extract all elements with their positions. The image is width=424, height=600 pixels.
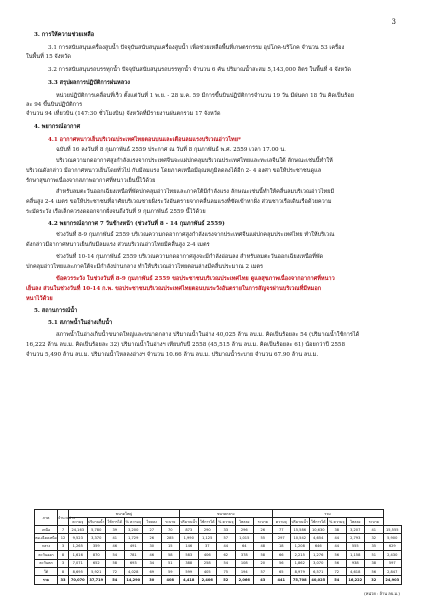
col-group-medium: ขนาดกลาง xyxy=(180,510,273,518)
subheader-cell: ใช้การได้ xyxy=(106,518,125,526)
value-cell: 46 xyxy=(106,542,125,550)
value-cell: 599 xyxy=(180,567,199,575)
value-cell: 54 xyxy=(106,576,125,584)
value-cell: 693 xyxy=(124,559,143,567)
text-line: คลื่นสูง 2-4 เมตร ขอให้ประชาชนที่อาศัยบริเวณชายฝั่งระวังอันตรายจากคลื่นลมแรงที่ซัดเข้าหาฝั่ง ส่วนชาวเรือเดินเรือด้วยความ xyxy=(26,199,332,205)
value-cell: 55 xyxy=(254,534,273,542)
value-cell: 15,555 xyxy=(383,526,402,534)
value-cell: 388 xyxy=(180,559,199,567)
value-cell: 8,695 xyxy=(69,567,88,575)
value-cell: 646 xyxy=(309,542,328,550)
value-cell: 75,708 xyxy=(291,576,310,584)
text-line: จำนวน 5,490 ล้าน ลบ.ม. ปริมาณน้ำไหลลงอ่างฯ จำนวน 10.66 ล้าน ลบ.ม. ปริมาณน้ำระบาย จำนวน 67.90 ล้าน ลบ.ม. xyxy=(26,352,319,358)
value-cell: 285 xyxy=(161,534,180,542)
table-subheader xyxy=(35,518,402,526)
value-cell: 16,222 xyxy=(346,576,365,584)
text-line: 5.1 สภาพน้ำในอ่างเก็บน้ำ xyxy=(48,320,113,326)
value-cell: 629 xyxy=(383,542,402,550)
value-cell: 5,900 xyxy=(383,534,402,542)
text-line: ข้อควรระวัง ในช่วงวันที่ 8-9 กุมภาพันธ์ 2559 ขอประชาชนบริเวณประเทศไทย ดูแลสุขภาพเนื่องจากอากาศที่หนาว xyxy=(56,276,335,282)
value-cell: 41 xyxy=(365,526,384,534)
value-cell: 408 xyxy=(161,576,180,584)
value-cell: 37 xyxy=(198,542,217,550)
value-cell: 24,163 xyxy=(69,526,88,534)
value-cell: 56 xyxy=(272,559,291,567)
text-line: ช่วงวันที่ 8-9 กุมภาพันธ์ 2559 บริเวณความกดอากาศสูงกำลังแรงจากประเทศจีนแผ่ปกคลุมประเทศไทย ทำให้บริเวณ xyxy=(56,232,335,238)
text-line: 3.1 การสนับสนุนเครื่องสูบน้ำ ปัจจุบันสนับสนุนเครื่องสูบน้ำ เพื่อช่วยเหลือพื้นที่เกษตรกรรม อุปโภค-บริโภค จำนวน 53 เครื่อง xyxy=(48,45,345,51)
value-cell: 77 xyxy=(272,526,291,534)
value-cell: 51 xyxy=(365,551,384,559)
value-cell: 12 xyxy=(58,534,69,542)
value-cell: 43 xyxy=(254,576,273,584)
value-cell: 46 xyxy=(143,551,162,559)
subheader-cell: ใช้การได้ xyxy=(309,518,328,526)
subheader-cell: ไหลลง xyxy=(235,518,254,526)
value-cell: 41 xyxy=(106,534,125,542)
value-cell: 2,430 xyxy=(383,551,402,559)
page-number: 3 xyxy=(391,18,396,26)
value-cell: 108 xyxy=(235,559,254,567)
value-cell: 258 xyxy=(198,559,217,567)
subheader-cell: ระบาย xyxy=(161,518,180,526)
col-group-total: รวม xyxy=(272,510,383,518)
subheader-cell: % ความจุ xyxy=(218,519,234,524)
value-cell: 4,028 xyxy=(124,567,143,575)
text-line: 3.2 การสนับสนุนรถบรรทุกน้ำ ปัจจุบันสนับสนุนรถบรรทุกน้ำ จำนวน 6 คัน ปริมาณน้ำสะสม 5,143,000 ลิตร ในพื้นที่ 4 จังหวัด xyxy=(48,67,351,73)
reservoir-table xyxy=(34,509,402,585)
value-cell: 58 xyxy=(254,551,273,559)
value-cell: 406 xyxy=(198,551,217,559)
value-cell: 20 xyxy=(254,559,273,567)
value-cell: 32 xyxy=(365,534,384,542)
value-cell: 30 xyxy=(143,542,162,550)
value-cell: 44 xyxy=(217,542,236,550)
value-cell: 56 xyxy=(328,551,347,559)
value-cell: 873 xyxy=(180,526,199,534)
value-cell: 1,015 xyxy=(235,534,254,542)
value-cell: 297 xyxy=(272,534,291,542)
subheader-cell: % ความจุ xyxy=(329,519,345,524)
value-cell: 33 xyxy=(217,526,236,534)
value-cell: 296 xyxy=(235,526,254,534)
value-cell: 64 xyxy=(235,542,254,550)
value-cell: 1,208 xyxy=(291,542,310,550)
col-group-large: ขนาดใหญ่ xyxy=(69,510,180,518)
value-cell: 781 xyxy=(124,551,143,559)
table-row xyxy=(35,526,402,534)
value-cell: 1,125 xyxy=(198,534,217,542)
subheader-cell: ความจุ xyxy=(272,518,291,526)
table-row xyxy=(35,559,402,567)
value-cell: 69 xyxy=(143,567,162,575)
value-cell: 441 xyxy=(272,576,291,584)
text-line: ระมัดระวัง เรือเล็กควรงดออกจากฝั่งจนถึงวันที่ 9 กุมภาพันธ์ 2559 นี้ไว้ด้วย xyxy=(26,209,206,215)
text-line: เย็นลง ส่วนในช่วงวันที่ 10-14 ก.พ. ขอประชาชนบริเวณประเทศไทยตอนบนระวังอันตรายในการสัญจรผ่านบริเวณที่มีหมอก xyxy=(26,286,322,292)
value-cell: 3,200 xyxy=(124,526,143,534)
value-cell: 1,990 xyxy=(180,534,199,542)
value-cell: 1,729 xyxy=(124,534,143,542)
value-cell: 1,862 xyxy=(291,559,310,567)
value-cell: 3 xyxy=(58,559,69,567)
region-cell: เหนือ xyxy=(35,526,58,534)
value-cell: 491 xyxy=(124,542,143,550)
text-line: 3.3 สรุปผลการปฏิบัติการฝนหลวง xyxy=(48,80,130,86)
value-cell: 52 xyxy=(217,576,236,584)
text-line: หน่วยปฏิบัติการเคลื่อนที่เร็ว ตั้งแต่วันที่ 1 พ.ย. - 28 ม.ค. 59 มีการขึ้นบินปฏิบัติการจำนวน 19 วัน มีฝนตก 18 วัน คิดเป็นร้อย xyxy=(56,93,355,99)
text-line: 3. การให้ความช่วยเหลือ xyxy=(34,32,95,38)
value-cell: 35 xyxy=(365,542,384,550)
value-cell: 32 xyxy=(365,576,384,584)
text-line: หนาไว้ด้วย xyxy=(26,296,53,302)
value-cell: 4,618 xyxy=(346,567,365,575)
value-cell: 58 xyxy=(161,551,180,559)
value-cell: 18 xyxy=(272,542,291,550)
subheader-cell: ปริมาณน้ำ xyxy=(180,519,197,524)
value-cell: 2,847 xyxy=(383,567,402,575)
value-cell: 65 xyxy=(272,567,291,575)
value-cell: 378 xyxy=(235,551,254,559)
value-cell: 34 xyxy=(143,559,162,567)
value-cell: 9,523 xyxy=(69,534,88,542)
subheader-cell: ความจุ xyxy=(69,518,88,526)
value-cell: 4,654 xyxy=(309,534,328,542)
text-line: บริเวณดังกล่าว มีอากาศหนาวเย็นโดยทั่วไป กับมีลมแรง โดยภาคเหนือมีอุณหภูมิลดลงได้อีก 2- 4 องศา ขอให้ประชาชนดูแล xyxy=(26,168,322,174)
value-cell: 15,586 xyxy=(291,526,310,534)
text-line: ช่วงวันที่ 10-14 กุมภาพันธ์ 2559 บริเวณความกดอากาศสูงจะมีกำลังอ่อนลง สำหรับลมตะวันออกเฉียงเหนือที่พัด xyxy=(56,254,324,260)
table-row xyxy=(35,551,402,559)
value-cell: 40,025 xyxy=(309,576,328,584)
value-cell: 2,066 xyxy=(235,576,254,584)
region-cell: กลาง xyxy=(35,542,58,550)
value-cell: 1,616 xyxy=(69,551,88,559)
subheader-cell: ใช้การได้ xyxy=(198,518,217,526)
value-cell: 7 xyxy=(58,526,69,534)
value-cell: 44 xyxy=(328,534,347,542)
value-cell: 58 xyxy=(106,559,125,567)
value-cell: 57 xyxy=(217,534,236,542)
table-row xyxy=(35,542,402,550)
subheader-cell: ระบาย xyxy=(254,518,273,526)
table-row xyxy=(35,567,402,575)
table-row xyxy=(35,576,402,584)
value-cell: 10,630 xyxy=(309,526,328,534)
text-line: รักษาสุขภาพเนื่องจากสภาพอากาศที่หนาวเย็นนี้ไว้ด้วย xyxy=(26,178,156,184)
value-cell: 2,215 xyxy=(291,551,310,559)
value-cell: 4,418 xyxy=(180,576,199,584)
value-cell: 56 xyxy=(328,559,347,567)
value-cell: 652 xyxy=(87,559,106,567)
region-cell: รวม xyxy=(35,576,58,584)
region-cell: ตอ.เฉียงเหนือ xyxy=(35,534,58,542)
value-cell: 194 xyxy=(235,567,254,575)
value-cell: 8 xyxy=(58,567,69,575)
value-cell: 8 xyxy=(58,551,69,559)
text-line: 4.2 พยากรณ์อากาศ 7 วันข้างหน้า (ช่วงวันที่ 8 - 14 กุมภาพันธ์ 2559) xyxy=(48,221,225,227)
value-cell: 57 xyxy=(254,567,273,575)
value-cell: 583 xyxy=(180,551,199,559)
value-cell: 7,071 xyxy=(69,559,88,567)
col-region: ภาค xyxy=(35,510,58,526)
text-line: ปกคลุมอ่าวไทยและภาคใต้จะมีกำลังปานกลาง ทำให้บริเวณอ่าวไทยตอนล่างมีคลื่นประมาณ 2 เมตร xyxy=(26,264,264,270)
value-cell: 66 xyxy=(272,551,291,559)
value-cell: 26 xyxy=(254,526,273,534)
value-cell: 1,265 xyxy=(69,542,88,550)
subheader-cell: ไหลลง xyxy=(143,518,162,526)
value-cell: 1,276 xyxy=(309,551,328,559)
value-cell: 38 xyxy=(365,559,384,567)
value-cell: 938 xyxy=(346,559,365,567)
value-cell: 38 xyxy=(328,526,347,534)
value-cell: 5,780 xyxy=(87,526,106,534)
value-cell: 1,158 xyxy=(346,551,365,559)
subheader-cell: ระบาย xyxy=(365,518,384,526)
value-cell: 62 xyxy=(217,551,236,559)
value-cell: 26 xyxy=(143,534,162,542)
value-cell: 3,070 xyxy=(309,559,328,567)
region-cell: ตะวันตก xyxy=(35,559,58,567)
region-cell: ตะวันออก xyxy=(35,551,58,559)
value-cell: 75 xyxy=(217,567,236,575)
value-cell: 39 xyxy=(106,526,125,534)
value-cell: 51 xyxy=(161,559,180,567)
table-row xyxy=(35,534,402,542)
value-cell: 48 xyxy=(254,542,273,550)
text-line: 16,222 ล้าน ลบ.ม. คิดเป็นร้อยละ 32) ปริมาณน้ำในอ่างฯ เทียบกับปี 2558 (45,515 ล้าน ลบ.ม. คิดเป็นร้อยละ 61) น้อยกว่าปี 2558 xyxy=(26,342,346,348)
value-cell: 72 xyxy=(106,567,125,575)
value-cell: 54 xyxy=(328,576,347,584)
value-cell: 6,571 xyxy=(309,567,328,575)
value-cell: 59 xyxy=(161,567,180,575)
value-cell: 72 xyxy=(328,567,347,575)
text-line: ในพื้นที่ 15 จังหวัด xyxy=(26,54,71,60)
subheader-cell: % ความจุ xyxy=(125,519,141,524)
table-unit-note: (หน่วย : ล้าน ลบ.ม.) xyxy=(364,591,400,596)
value-cell: 3,207 xyxy=(346,526,365,534)
text-line: ดังกล่าวมีอากาศหนาวเย็นกับมีลมแรง ส่วนบริเวณอ่าวไทยมีคลื่นสูง 2-4 เมตร xyxy=(26,242,210,248)
text-line: 5. สถานการณ์น้ำ xyxy=(34,308,78,314)
value-cell: 405 xyxy=(198,567,217,575)
value-cell: 290 xyxy=(198,526,217,534)
value-cell: 24,903 xyxy=(383,576,402,584)
value-cell: 597 xyxy=(383,559,402,567)
value-cell: 14,290 xyxy=(124,576,143,584)
text-line: สำหรับลมตะวันออกเฉียงเหนือที่พัดปกคลุมอ่าวไทยและภาคใต้มีกำลังแรง ลักษณะเช่นนี้ทำให้คลื่นลมบริเวณอ่าวไทยมี xyxy=(56,189,335,195)
col-count: จำนวนอ่าง xyxy=(58,510,69,526)
value-cell: 54 xyxy=(217,559,236,567)
value-cell: 33 xyxy=(58,576,69,584)
subheader-cell: ไหลลง xyxy=(346,518,365,526)
value-cell: 8,979 xyxy=(291,567,310,575)
region-cell: ใต้ xyxy=(35,567,58,575)
value-cell: 30 xyxy=(143,576,162,584)
value-cell: 70,070 xyxy=(69,576,88,584)
text-line: ละ 94 ขึ้นบินปฏิบัติการ xyxy=(26,102,83,108)
value-cell: 10,542 xyxy=(291,534,310,542)
subheader-cell: ปริมาณน้ำ xyxy=(291,519,308,524)
value-cell: 359 xyxy=(87,542,106,550)
value-cell: 555 xyxy=(346,542,365,550)
value-cell: 15 xyxy=(161,542,180,550)
value-cell: 5,921 xyxy=(87,567,106,575)
text-line: จำนวน 94 เที่ยวบิน (147:30 ชั่วโมงบิน) จังหวัดที่มีรายงานฝนตกรวม 17 จังหวัด xyxy=(26,111,221,117)
value-cell: 2,406 xyxy=(198,576,217,584)
value-cell: 44 xyxy=(328,542,347,550)
value-cell: 2,793 xyxy=(346,534,365,542)
value-cell: 37,719 xyxy=(87,576,106,584)
text-line: ฉบับที่ 16 ลงวันที่ 8 กุมภาพันธ์ 2559 ประกาศ ณ วันที่ 8 กุมภาพันธ์ พ.ศ. 2559 เวลา 17.00 น. xyxy=(56,147,286,153)
value-cell: 3 xyxy=(58,542,69,550)
value-cell: 70 xyxy=(161,526,180,534)
value-cell: 54 xyxy=(106,551,125,559)
text-line: สภาพน้ำในอ่างเก็บน้ำขนาดใหญ่และขนาดกลาง ปริมาณน้ำในอ่าง 40,025 ล้าน ลบ.ม. คิดเป็นร้อยละ 54 (ปริมาณน้ำใช้การได้ xyxy=(56,332,360,338)
value-cell: 3,370 xyxy=(87,534,106,542)
value-cell: 146 xyxy=(180,542,199,550)
text-line: บริเวณความกดอากาศสูงกำลังแรงจากประเทศจีนจะแผ่ปกคลุมบริเวณประเทศไทยและทะเลจีนใต้ ลักษณะเช่นนี้ทำให้ xyxy=(56,158,333,164)
text-line: 4. พยากรณ์อากาศ xyxy=(34,124,81,130)
value-cell: 27 xyxy=(143,526,162,534)
value-cell: 56 xyxy=(365,567,384,575)
subheader-cell: ปริมาณน้ำ xyxy=(88,519,105,524)
text-line: 4.1 อากาศหนาวเย็นบริเวณประเทศไทยตอนบนและเตือนลมแรงบริเวณอ่าวไทย* xyxy=(48,137,241,143)
value-cell: 870 xyxy=(87,551,106,559)
table-body xyxy=(35,526,402,585)
